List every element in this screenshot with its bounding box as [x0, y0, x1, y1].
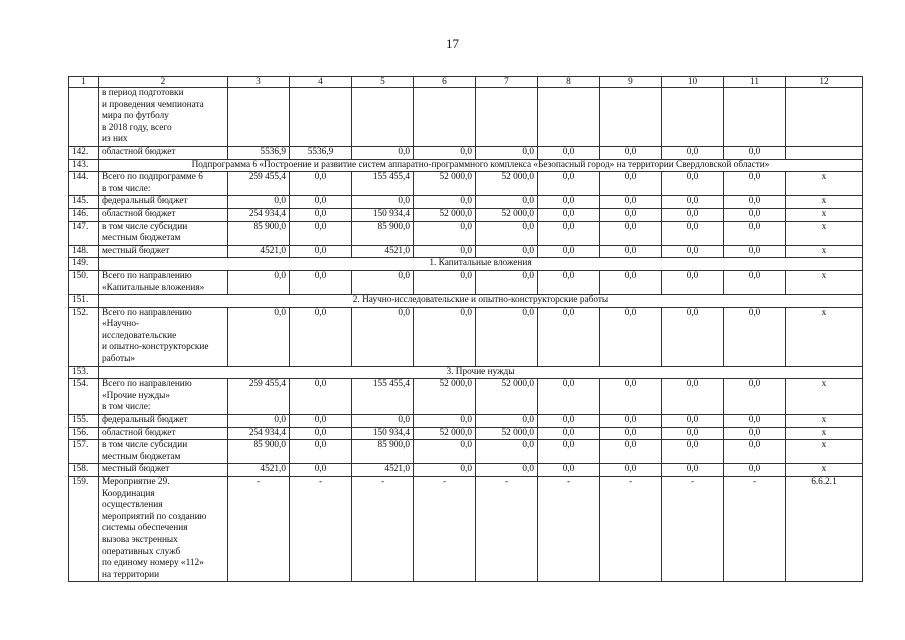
value-cell: - [476, 477, 538, 582]
value-cell: 85 900,0 [228, 440, 290, 464]
value-cell: 259 455,4 [228, 379, 290, 415]
note-cell: x [786, 307, 863, 366]
section-row [69, 159, 863, 172]
value-cell: 0,0 [724, 245, 786, 258]
value-cell: 0,0 [724, 221, 786, 245]
table-row [69, 172, 863, 196]
value-cell: - [290, 477, 352, 582]
table-row [69, 415, 863, 428]
table-row [69, 208, 863, 221]
note-cell: x [786, 196, 863, 209]
description-cell: федеральный бюджет [99, 196, 228, 209]
note-cell: x [786, 208, 863, 221]
table-row [69, 379, 863, 415]
value-cell [414, 88, 476, 147]
table-row [69, 477, 863, 582]
value-cell [662, 88, 724, 147]
value-cell: 0,0 [538, 307, 600, 366]
note-cell [786, 146, 863, 159]
note-cell [786, 88, 863, 147]
value-cell: 0,0 [538, 464, 600, 477]
table-row [69, 307, 863, 366]
value-cell: 0,0 [476, 196, 538, 209]
value-cell: 0,0 [290, 221, 352, 245]
value-cell: 0,0 [662, 440, 724, 464]
description-cell: местный бюджет [99, 464, 228, 477]
section-title-cell: 3. Прочие нужды [99, 366, 863, 379]
value-cell [538, 88, 600, 147]
value-cell: 85 900,0 [228, 221, 290, 245]
value-cell: 0,0 [476, 464, 538, 477]
table-row [69, 146, 863, 159]
section-row [69, 295, 863, 308]
value-cell: 0,0 [228, 270, 290, 294]
value-cell: 0,0 [476, 270, 538, 294]
value-cell: 52 000,0 [476, 208, 538, 221]
value-cell: 0,0 [662, 208, 724, 221]
value-cell [476, 88, 538, 147]
value-cell: 0,0 [290, 270, 352, 294]
value-cell: 0,0 [414, 440, 476, 464]
value-cell: 0,0 [414, 307, 476, 366]
description-cell: в период подготовки и проведения чемпионата мира по футболу в 2018 году, всего из них [99, 88, 228, 147]
note-cell: x [786, 379, 863, 415]
value-cell: 0,0 [414, 415, 476, 428]
description-cell: местный бюджет [99, 245, 228, 258]
value-cell: 0,0 [290, 172, 352, 196]
page-number: 17 [446, 36, 459, 51]
value-cell: 0,0 [290, 415, 352, 428]
value-cell: 0,0 [538, 208, 600, 221]
value-cell: 4521,0 [352, 245, 414, 258]
row-number-cell: 158. [69, 464, 99, 477]
value-cell: 0,0 [724, 427, 786, 440]
value-cell: 0,0 [352, 196, 414, 209]
row-number-cell [69, 88, 99, 147]
value-cell: 0,0 [414, 270, 476, 294]
value-cell: 155 455,4 [352, 379, 414, 415]
value-cell: 0,0 [724, 307, 786, 366]
value-cell: 0,0 [600, 307, 662, 366]
value-cell: 0,0 [538, 172, 600, 196]
note-cell: x [786, 172, 863, 196]
value-cell: 4521,0 [352, 464, 414, 477]
value-cell: 0,0 [352, 415, 414, 428]
value-cell: 0,0 [600, 427, 662, 440]
description-cell: в том числе субсидии местным бюджетам [99, 440, 228, 464]
value-cell: 0,0 [476, 415, 538, 428]
table-row [69, 221, 863, 245]
table-row [69, 440, 863, 464]
description-cell: областной бюджет [99, 208, 228, 221]
note-cell: x [786, 427, 863, 440]
value-cell: 0,0 [476, 307, 538, 366]
row-number-cell: 145. [69, 196, 99, 209]
table-row [69, 464, 863, 477]
value-cell: 0,0 [538, 379, 600, 415]
value-cell: 5536,9 [228, 146, 290, 159]
value-cell: 0,0 [538, 440, 600, 464]
note-cell: x [786, 221, 863, 245]
row-number-cell: 143. [69, 159, 99, 172]
description-cell: федеральный бюджет [99, 415, 228, 428]
value-cell: 0,0 [662, 379, 724, 415]
header-cell: 3 [228, 77, 290, 88]
value-cell: 0,0 [662, 245, 724, 258]
description-cell: Мероприятие 29. Координация осуществления мероприятий по созданию системы обеспечения вызова экстренных оперативных служб по единому номеру «112» на территории [99, 477, 228, 582]
value-cell [600, 88, 662, 147]
row-number-cell: 148. [69, 245, 99, 258]
value-cell: 4521,0 [228, 245, 290, 258]
value-cell: 0,0 [352, 270, 414, 294]
value-cell: 0,0 [352, 307, 414, 366]
value-cell [228, 88, 290, 147]
value-cell: 0,0 [414, 196, 476, 209]
value-cell [352, 88, 414, 147]
value-cell: 85 900,0 [352, 440, 414, 464]
value-cell: 0,0 [228, 415, 290, 428]
value-cell: 52 000,0 [414, 379, 476, 415]
value-cell: 0,0 [476, 440, 538, 464]
row-number-cell: 152. [69, 307, 99, 366]
header-cell: 10 [662, 77, 724, 88]
value-cell: 52 000,0 [476, 427, 538, 440]
value-cell: 0,0 [538, 221, 600, 245]
value-cell: 0,0 [414, 221, 476, 245]
value-cell: 0,0 [228, 307, 290, 366]
value-cell: 0,0 [290, 464, 352, 477]
value-cell: 0,0 [290, 379, 352, 415]
value-cell: 5536,9 [290, 146, 352, 159]
table-row [69, 88, 863, 147]
value-cell: 0,0 [600, 208, 662, 221]
value-cell: 52 000,0 [476, 172, 538, 196]
value-cell: 52 000,0 [414, 208, 476, 221]
row-number-cell: 151. [69, 295, 99, 308]
value-cell: 0,0 [600, 146, 662, 159]
value-cell: 0,0 [290, 427, 352, 440]
value-cell: 0,0 [662, 146, 724, 159]
row-number-cell: 144. [69, 172, 99, 196]
value-cell: 52 000,0 [414, 427, 476, 440]
description-cell: в том числе субсидии местным бюджетам [99, 221, 228, 245]
value-cell: 0,0 [600, 415, 662, 428]
value-cell: 0,0 [724, 379, 786, 415]
note-cell: x [786, 415, 863, 428]
value-cell: 0,0 [476, 245, 538, 258]
value-cell: 0,0 [352, 146, 414, 159]
note-cell: 6.6.2.1 [786, 477, 863, 582]
value-cell: 0,0 [724, 415, 786, 428]
value-cell: 52 000,0 [476, 379, 538, 415]
header-cell: 5 [352, 77, 414, 88]
value-cell: 0,0 [600, 221, 662, 245]
value-cell: 4521,0 [228, 464, 290, 477]
value-cell: - [600, 477, 662, 582]
value-cell: 0,0 [228, 196, 290, 209]
value-cell: 0,0 [290, 307, 352, 366]
value-cell: 0,0 [476, 146, 538, 159]
section-title-cell: 1. Капитальные вложения [99, 258, 863, 271]
value-cell: 0,0 [724, 208, 786, 221]
table-row [69, 196, 863, 209]
value-cell: - [414, 477, 476, 582]
value-cell: 0,0 [600, 245, 662, 258]
value-cell: 0,0 [290, 440, 352, 464]
value-cell: 259 455,4 [228, 172, 290, 196]
value-cell: 0,0 [600, 440, 662, 464]
section-row [69, 366, 863, 379]
value-cell: 0,0 [414, 464, 476, 477]
value-cell: - [352, 477, 414, 582]
value-cell: 0,0 [538, 270, 600, 294]
value-cell: 0,0 [538, 196, 600, 209]
value-cell: 0,0 [414, 245, 476, 258]
value-cell [724, 88, 786, 147]
value-cell: 0,0 [662, 196, 724, 209]
row-number-cell: 157. [69, 440, 99, 464]
value-cell: 254 934,4 [228, 427, 290, 440]
row-number-cell: 146. [69, 208, 99, 221]
value-cell: 52 000,0 [414, 172, 476, 196]
header-cell: 11 [724, 77, 786, 88]
value-cell: 0,0 [600, 172, 662, 196]
row-number-cell: 149. [69, 258, 99, 271]
note-cell: x [786, 464, 863, 477]
value-cell: - [724, 477, 786, 582]
description-cell: областной бюджет [99, 146, 228, 159]
row-number-cell: 155. [69, 415, 99, 428]
value-cell: - [662, 477, 724, 582]
row-number-cell: 154. [69, 379, 99, 415]
table-row [69, 270, 863, 294]
table-row [69, 245, 863, 258]
value-cell: 0,0 [476, 221, 538, 245]
value-cell: 0,0 [290, 208, 352, 221]
value-cell: 0,0 [290, 196, 352, 209]
description-cell: Всего по направлению «Капитальные вложения» [99, 270, 228, 294]
row-number-cell: 147. [69, 221, 99, 245]
section-row [69, 258, 863, 271]
note-cell: x [786, 245, 863, 258]
value-cell: 0,0 [662, 307, 724, 366]
header-cell: 8 [538, 77, 600, 88]
description-cell: Всего по направлению «Прочие нужды» в том числе: [99, 379, 228, 415]
value-cell: 0,0 [538, 245, 600, 258]
row-number-cell: 142. [69, 146, 99, 159]
value-cell: 155 455,4 [352, 172, 414, 196]
value-cell: 0,0 [538, 415, 600, 428]
header-cell: 9 [600, 77, 662, 88]
description-cell: Всего по подпрограмме 6 в том числе: [99, 172, 228, 196]
header-cell: 7 [476, 77, 538, 88]
header-cell: 4 [290, 77, 352, 88]
header-cell: 2 [99, 77, 228, 88]
header-cell: 12 [786, 77, 863, 88]
value-cell: 0,0 [724, 270, 786, 294]
value-cell: 0,0 [662, 415, 724, 428]
value-cell: 0,0 [662, 172, 724, 196]
section-title-cell: 2. Научно-исследовательские и опытно-конструкторские работы [99, 295, 863, 308]
header-cell: 1 [69, 77, 99, 88]
row-number-cell: 150. [69, 270, 99, 294]
value-cell: 0,0 [662, 464, 724, 477]
table-row [69, 427, 863, 440]
value-cell: 0,0 [600, 464, 662, 477]
header-row [69, 77, 863, 88]
value-cell: 0,0 [662, 270, 724, 294]
value-cell: 150 934,4 [352, 208, 414, 221]
section-title-cell: Подпрограмма 6 «Построение и развитие систем аппаратно-программного комплекса «Безопасный город» на территории Свердловской области» [99, 159, 863, 172]
value-cell: 0,0 [600, 270, 662, 294]
value-cell: 0,0 [724, 146, 786, 159]
value-cell: 0,0 [662, 427, 724, 440]
note-cell: x [786, 440, 863, 464]
budget-table [68, 76, 863, 582]
value-cell: 85 900,0 [352, 221, 414, 245]
value-cell: - [228, 477, 290, 582]
value-cell: 254 934,4 [228, 208, 290, 221]
header-cell: 6 [414, 77, 476, 88]
value-cell: 150 934,4 [352, 427, 414, 440]
value-cell [290, 88, 352, 147]
value-cell: 0,0 [662, 221, 724, 245]
value-cell: 0,0 [724, 172, 786, 196]
value-cell: 0,0 [600, 196, 662, 209]
description-cell: Всего по направлению «Научно- исследовательские и опытно-конструкторские работы» [99, 307, 228, 366]
value-cell: 0,0 [724, 464, 786, 477]
value-cell: - [538, 477, 600, 582]
value-cell: 0,0 [290, 245, 352, 258]
table-body [69, 77, 863, 582]
value-cell: 0,0 [414, 146, 476, 159]
description-cell: областной бюджет [99, 427, 228, 440]
row-number-cell: 159. [69, 477, 99, 582]
value-cell: 0,0 [538, 427, 600, 440]
row-number-cell: 153. [69, 366, 99, 379]
value-cell: 0,0 [538, 146, 600, 159]
row-number-cell: 156. [69, 427, 99, 440]
value-cell: 0,0 [600, 379, 662, 415]
note-cell: x [786, 270, 863, 294]
value-cell: 0,0 [724, 196, 786, 209]
value-cell: 0,0 [724, 440, 786, 464]
